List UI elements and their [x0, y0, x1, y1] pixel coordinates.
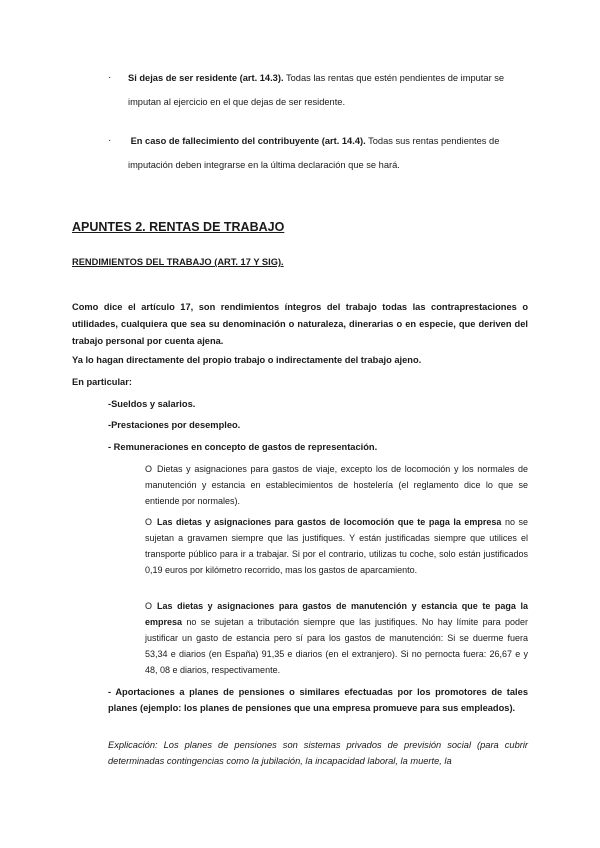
intro-paragraph: Como dice el artículo 17, son rendimientos íntegros del trabajo todas las contraprestaciones o utilidades, cualquiera que sea su denominación o naturaleza, dinerarias o en especie, que deriven del trabajo personal por cuenta ajena. — [72, 302, 528, 346]
bullet-2-line2: imputación deben integrarse en la última declaración que se hará. — [128, 160, 400, 170]
intro-paragraph-2: Ya lo hagan directamente del propio trabajo o indirectamente del trabajo ajeno. — [72, 355, 422, 365]
circle-marker: O — [145, 517, 153, 527]
circle-marker: O — [145, 601, 153, 611]
circle-marker: O — [145, 464, 153, 474]
list-item: - Remuneraciones en concepto de gastos de representación. — [108, 442, 378, 452]
en-particular-label: En particular: — [72, 377, 132, 387]
bullet-2-rest: Todas sus rentas pendientes de — [365, 136, 500, 146]
bullet-1-lead: Si dejas de ser residente (art. 14.3). — [128, 73, 284, 83]
bullet-1-line2: imputan al ejercicio en el que dejas de ser residente. — [128, 97, 346, 107]
sub-item-3 — [145, 598, 528, 678]
list-item: -Prestaciones por desempleo. — [108, 420, 241, 430]
pensions-paragraph: - Aportaciones a planes de pensiones o similares efectuadas por los promotores de tales planes (ejemplo: los planes de pensiones que una empresa promueve para sus empleados). — [108, 687, 528, 713]
list-item: -Sueldos y salarios. — [108, 399, 196, 409]
bullet-1 — [128, 66, 538, 114]
sub-item-1-text: Dietas y asignaciones para gastos de viaje, excepto los de locomoción y los normales de manutención y estancia en establecimientos de hostelería (el reglamento dice lo que se entiende por normales). — [145, 464, 528, 506]
bullet-2 — [128, 129, 548, 177]
sub-item-3-text: no se sujetan a tributación siempre que las justifiques. No hay límite para poder justificar un gasto de estancia pero sí para los gastos de manutención: Si se duerme fuera 53,34 e diarios (en España) 91,35 e diarios (en el extranjero). Si no pernocta fuera: 26,67 e y 48, 08 e diarios, respectivamente. — [145, 617, 528, 675]
bullet-marker: · — [108, 135, 112, 146]
sub-item-2-text: no se sujetan a gravamen siempre que las justifiques. Y están justificadas siempre que utilices el transporte público para ir a trabajar. Si por el contrario, utilizas tu coche, solo están justificados 0,19 euros por kilómetro recorrido, mas los gastos de aparcamiento. — [145, 517, 528, 575]
bullet-1-rest: Todas las rentas que estén pendientes de imputar se — [283, 73, 505, 83]
bullet-marker: · — [108, 72, 112, 83]
sub-item-3-bold: Las dietas y asignaciones para gastos de manutención y estancia que te paga la empresa — [145, 601, 528, 627]
section-title: APUNTES 2. RENTAS DE TRABAJO — [72, 220, 285, 234]
sub-item-2 — [145, 514, 528, 578]
sub-item-2-bold: Las dietas y asignaciones para gastos de locomoción que te paga la empresa — [157, 517, 502, 527]
sub-item-1 — [145, 461, 528, 509]
subsection-title: RENDIMIENTOS DEL TRABAJO (ART. 17 Y SIG). — [72, 257, 284, 267]
bullet-2-lead: En caso de fallecimiento del contribuyente (art. 14.4). — [130, 136, 366, 146]
explicacion-paragraph: Explicación: Los planes de pensiones son sistemas privados de previsión social (para cubrir determinadas contingencias como la jubilación, la incapacidad laboral, la muerte, la — [108, 740, 528, 766]
